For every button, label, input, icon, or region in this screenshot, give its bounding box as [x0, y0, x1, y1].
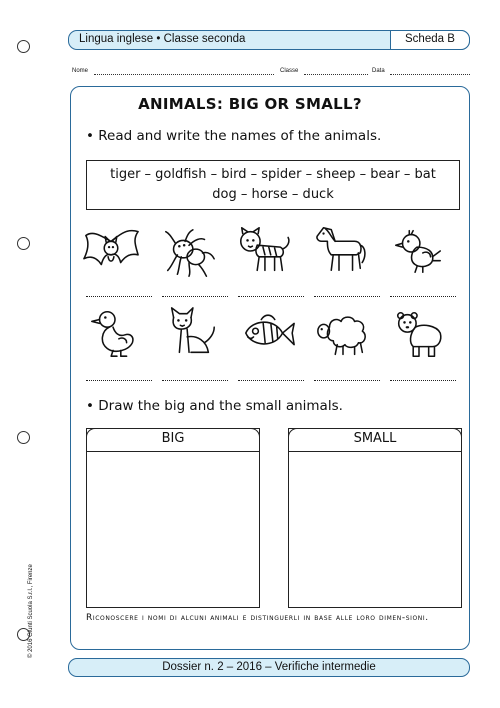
sheet-label: Scheda B — [405, 32, 455, 45]
tiger-icon — [234, 222, 292, 280]
subject-label: Lingua inglese • Classe seconda — [79, 33, 246, 45]
instruction-read-write: • Read and write the names of the animals. — [86, 128, 382, 144]
binder-hole — [17, 431, 30, 444]
class-field[interactable] — [304, 74, 368, 75]
header-bar — [68, 30, 470, 50]
bat-icon — [82, 222, 140, 280]
answer-blank[interactable] — [314, 380, 380, 381]
instruction-draw: • Draw the big and the small animals. — [86, 398, 343, 414]
word-bank-line-1: tiger – goldfish – bird – spider – sheep – bear – bat — [110, 167, 436, 182]
class-label: Classe — [280, 68, 299, 74]
sheet-tab — [390, 30, 470, 50]
footer-bar: Dossier n. 2 – 2016 – Verifiche intermedie — [68, 658, 470, 677]
answer-blank[interactable] — [238, 380, 304, 381]
answer-blank[interactable] — [314, 296, 380, 297]
small-box-label: SMALL — [353, 431, 397, 446]
spider-icon — [160, 224, 218, 282]
page-title: ANIMALS: BIG OR SMALL? — [138, 95, 362, 113]
small-drawing-box[interactable] — [288, 428, 462, 608]
answer-blank[interactable] — [86, 296, 152, 297]
word-bank-line-2: dog – horse – duck — [212, 187, 334, 202]
answer-blank[interactable] — [86, 380, 152, 381]
name-field[interactable] — [94, 74, 274, 75]
learning-objective: Riconoscere i nomi di alcuni animali e distinguerli in base alle loro dimen-sioni. — [86, 613, 429, 623]
date-label: Data — [372, 68, 385, 74]
answer-blank[interactable] — [390, 296, 456, 297]
name-label: Nome — [72, 68, 89, 74]
answer-blank[interactable] — [162, 296, 228, 297]
binder-hole — [17, 40, 30, 53]
horse-icon — [310, 220, 368, 278]
copyright-notice: © 2016 Giunti Scuola S.r.l., Firenze — [28, 564, 34, 658]
word-bank — [86, 160, 460, 210]
answer-blank[interactable] — [162, 380, 228, 381]
date-field[interactable] — [390, 74, 470, 75]
binder-hole — [17, 237, 30, 250]
answer-blank[interactable] — [238, 296, 304, 297]
goldfish-icon — [240, 306, 298, 364]
big-drawing-box[interactable] — [86, 428, 260, 608]
duck-icon — [86, 304, 144, 362]
dog-icon — [162, 304, 220, 362]
answer-blank[interactable] — [390, 380, 456, 381]
bird-icon — [388, 222, 446, 280]
sheep-icon — [314, 306, 372, 364]
bear-icon — [390, 306, 448, 364]
big-box-label: BIG — [161, 431, 185, 446]
